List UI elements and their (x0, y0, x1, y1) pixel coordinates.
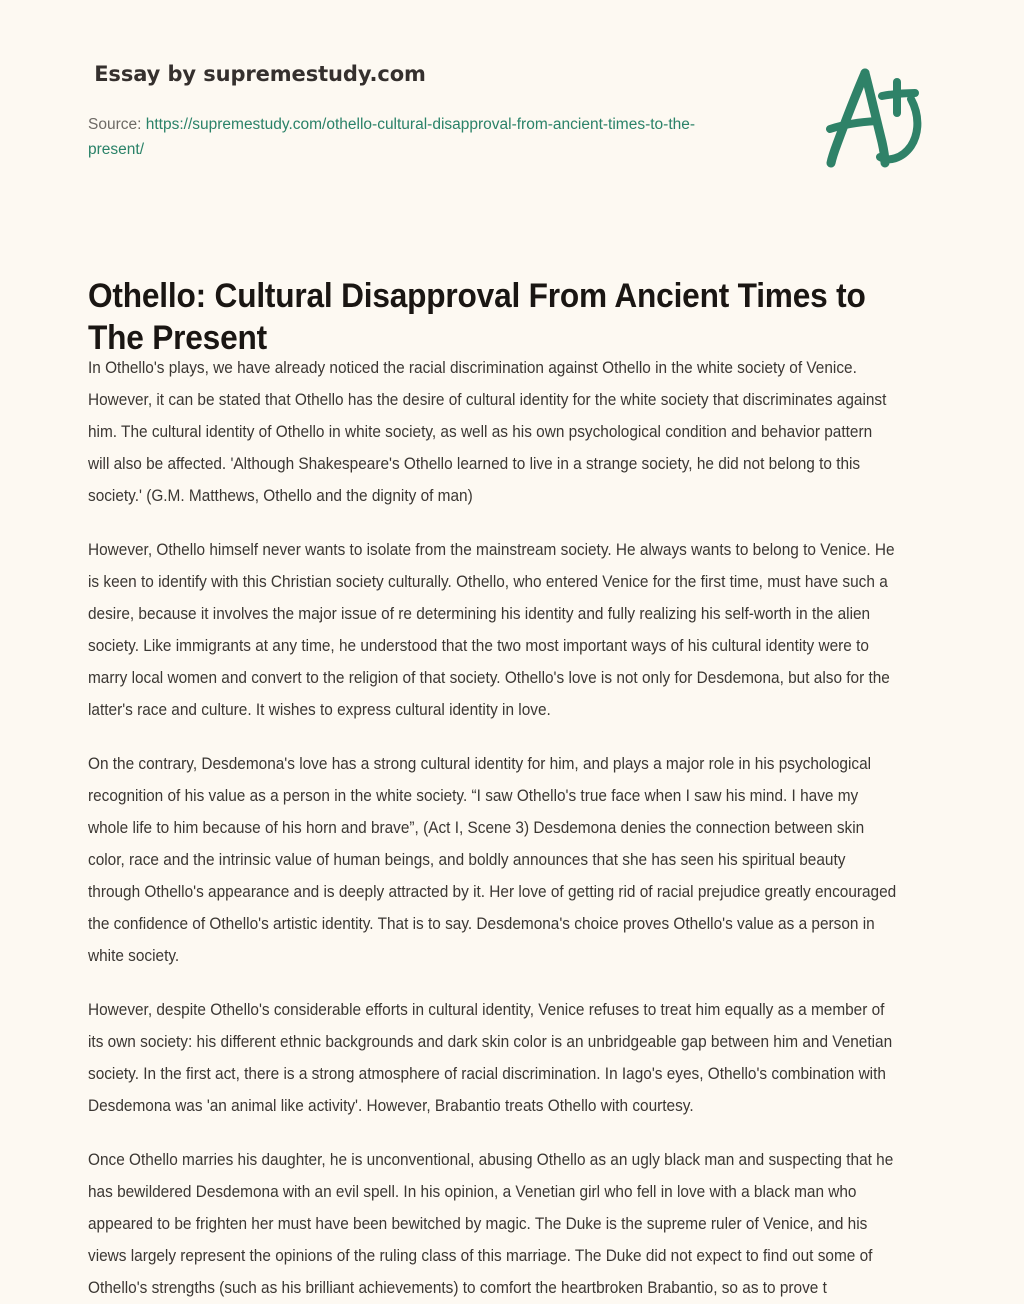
byline: Essay by supremestudy.com (94, 62, 426, 86)
article-body (88, 352, 940, 1297)
source-line (88, 112, 748, 162)
source-label: Source: (88, 116, 142, 133)
paragraph: Once Othello marries his daughter, he is unconventional, abusing Othello as an ugly black man and suspecting that he has bewildered Desdemona with an evil spell. In his opinion, a Venetian girl who fell in love with a black man who appeared to be frighten her must have been bewitched by magic. The Duke is the supreme ruler of Venice, and his views largely represent the opinions of the ruling class of this marriage. The Duke did not expect to find out some of Othello's strengths (such as his brilliant achievements) to comfort the heartbroken Brabantio, so as to prove t (88, 1151, 894, 1297)
a-plus-logo[interactable] (818, 66, 936, 170)
paragraph: However, Othello himself never wants to isolate from the mainstream society. He always wants to belong to Venice. He is keen to identify with this Christian society culturally. Othello, who entered Venice for the first time, must have such a desire, because it involves the major issue of re determining his identity and fully realizing his self-worth in the alien society. Like immigrants at any time, he understood that the two most important ways of his cultural identity were to marry local women and convert to the religion of that society. Othello's love is not only for Desdemona, but also for the latter's race and culture. It wishes to express cultural identity in love. (88, 541, 895, 719)
paragraph: In Othello's plays, we have already noticed the racial discrimination against Othello in the white society of Venice. However, it can be stated that Othello has the desire of cultural identity for the white society that discriminates against him. The cultural identity of Othello in white society, as well as his own psychological condition and behavior pattern will also be affected. 'Although Shakespeare's Othello learned to live in a strange society, he did not belong to this society.' (G.M. Matthews, Othello and the dignity of man) (88, 359, 887, 505)
a-plus-logo-icon (818, 66, 936, 170)
page-title: Othello: Cultural Disapproval From Ancient Times to The Present (88, 276, 866, 357)
source-url-link[interactable]: https://supremestudy.com/othello-cultural-disapproval-from-ancient-times-to-the-present/ (88, 116, 696, 158)
paragraph: On the contrary, Desdemona's love has a strong cultural identity for him, and plays a major role in his psychological recognition of his value as a person in the white society. “I saw Othello's true face when I saw his mind. I have my whole life to him because of his horn and brave”, (Act I, Scene 3) Desdemona denies the connection between skin color, race and the intrinsic value of human beings, and boldly announces that she has seen his spiritual beauty through Othello's appearance and is deeply attracted by it. Her love of getting rid of racial prejudice greatly encouraged the confidence of Othello's artistic identity. That is to say. Desdemona's choice proves Othello's value as a person in white society. (88, 755, 897, 965)
paragraph: However, despite Othello's considerable efforts in cultural identity, Venice refuses to treat him equally as a member of its own society: his different ethnic backgrounds and dark skin color is an unbridgeable gap between him and Venetian society. In the first act, there is a strong atmosphere of racial discrimination. In Iago's eyes, Othello's combination with Desdemona was 'an animal like activity'. However, Brabantio treats Othello with courtesy. (88, 1001, 893, 1115)
